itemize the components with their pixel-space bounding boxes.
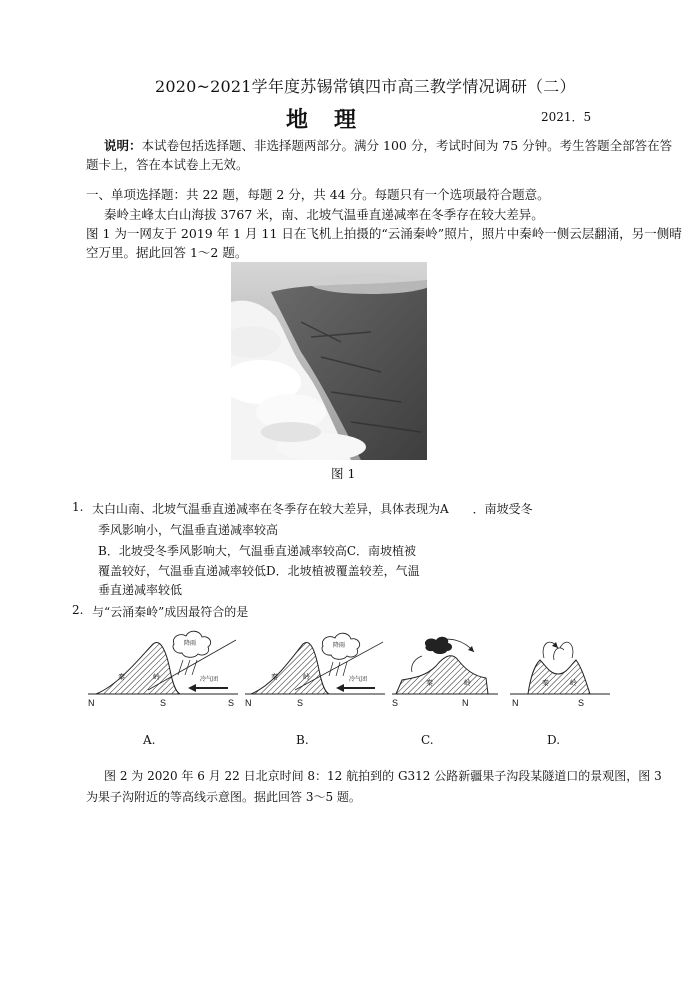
diagram-d	[510, 630, 610, 712]
diagram-c-mid: N	[462, 698, 469, 708]
intro1-line-3: 空万里。据此回答 1～2 题。	[86, 245, 248, 260]
diagram-c-qin: 秦	[426, 679, 433, 687]
notice-line-1	[104, 136, 672, 154]
q1-number: 1.	[72, 500, 84, 514]
intro1-line-2: 图 1 为一网友于 2019 年 1 月 11 日在飞机上拍摄的“云涌秦岭”照片，照片中秦岭一侧云层翻涌，另一侧晴	[86, 226, 682, 241]
diagram-b	[245, 630, 385, 712]
exam-date: 2021．5	[541, 110, 592, 124]
option-c[interactable]: C.	[421, 733, 434, 747]
intro1-line-1: 秦岭主峰太白山海拔 3767 米，南、北坡气温垂直递减率在冬季存在较大差异。	[104, 207, 544, 222]
diagram-d-mid: S	[578, 698, 585, 708]
diagram-b-arrow-label: 冷气团	[349, 676, 368, 683]
diagram-b-qin: 秦	[271, 673, 278, 681]
notice-line-2: 题卡上，答在本试卷上无效。	[86, 157, 249, 172]
notice-text-1: 本试卷包括选择题、非选择题两部分。满分 100 分，考试时间为 75 分钟。考生答题全部答在答	[141, 138, 673, 153]
option-a[interactable]: A.	[143, 733, 156, 747]
notice-label: 说明：	[104, 138, 142, 153]
diagram-a-arrow-label: 冷气团	[200, 676, 219, 683]
q1-line-1: 太白山南、北坡气温垂直递减率在冬季存在较大差异，具体表现为A ．南坡受冬	[92, 502, 533, 516]
diagram-c-ling: 岭	[464, 679, 471, 687]
exam-title: 2020~2021学年度苏锡常镇四市高三教学情况调研（二）	[155, 77, 576, 96]
diagram-b-cloud: 降雨	[333, 642, 346, 649]
q1-line-3: B．北坡受冬季风影响大，气温垂直递减率较高C．南坡植被	[98, 544, 417, 558]
diagram-a-cloud: 降雨	[184, 640, 197, 647]
option-b[interactable]: B.	[296, 733, 309, 747]
diagram-a	[88, 630, 238, 712]
option-d[interactable]: D.	[547, 733, 561, 747]
diagram-b-ling: 岭	[303, 673, 310, 681]
figure1-photo	[231, 262, 427, 460]
intro2-line-2: 为果子沟附近的等高线示意图。据此回答 3～5 题。	[86, 790, 361, 804]
diagram-d-left: N	[512, 698, 519, 708]
diagram-a-mid: S	[160, 698, 167, 708]
intro2-line-1: 图 2 为 2020 年 6 月 22 日北京时间 8：12 航拍到的 G312 公路新疆果子沟段某隧道口的景观图，图 3	[104, 769, 662, 783]
q1-line-4: 覆盖较好，气温垂直递减率较低D．北坡植被覆盖较差，气温	[98, 564, 420, 578]
diagram-a-ling: 岭	[153, 673, 160, 681]
diagram-a-right: S	[228, 698, 235, 708]
diagram-c	[392, 630, 498, 712]
section-heading: 一、单项选择题：共 22 题，每题 2 分，共 44 分。每题只有一个选项最符合题意。	[86, 187, 550, 202]
q2-stem: 与“云涌秦岭”成因最符合的是	[92, 605, 249, 619]
diagram-a-left: N	[88, 698, 95, 708]
diagram-c-left: S	[392, 698, 399, 708]
diagram-d-ling: 岭	[570, 679, 577, 687]
diagram-b-mid: S	[297, 698, 304, 708]
diagram-d-qin: 秦	[542, 679, 549, 687]
q1-line-5: 垂直递减率较低	[98, 583, 183, 597]
diagram-a-qin: 秦	[118, 673, 125, 681]
q2-number: 2.	[72, 603, 84, 617]
subject-title: 地理	[286, 107, 383, 133]
figure1-caption: 图 1	[331, 466, 356, 481]
q1-line-2: 季风影响小，气温垂直递减率较高	[98, 523, 279, 537]
diagram-b-left: N	[245, 698, 252, 708]
